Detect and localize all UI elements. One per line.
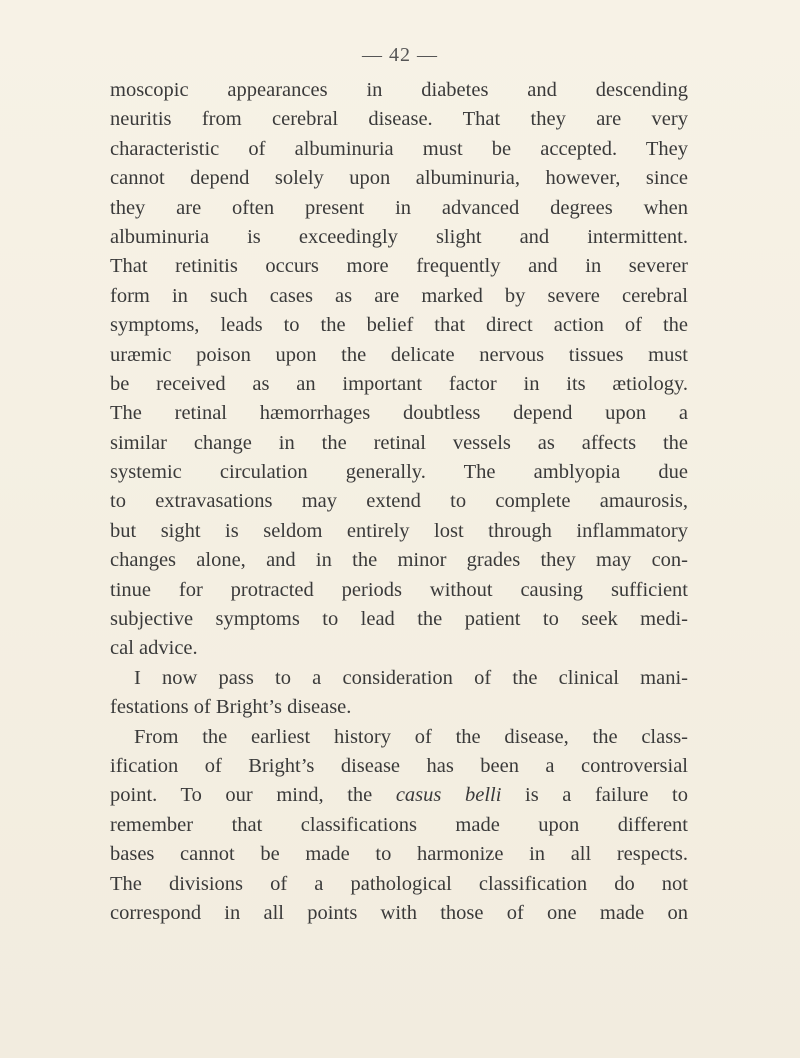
text-line: subjective symptoms to lead the patient to seek medi- — [110, 608, 688, 631]
text-line: That retinitis occurs more frequently and in severer — [110, 255, 688, 278]
text-line: moscopic appearances in diabetes and descending — [110, 79, 688, 101]
body-text — [110, 76, 688, 928]
text-segment: point. To our mind, the — [110, 784, 396, 807]
text-line: be received as an important factor in its ætiology. — [110, 372, 688, 395]
italic-phrase: casus belli — [395, 784, 502, 807]
page-number: — 42 — — [362, 44, 438, 66]
text-line: neuritis from cerebral disease. That they are very — [110, 108, 688, 131]
text-line: changes alone, and in the minor grades they may con- — [110, 549, 688, 572]
text-line: I now pass to a consideration of the clinical mani- — [134, 666, 688, 689]
text-segment: is a failure to — [501, 784, 688, 807]
text-line: The retinal hæmorrhages doubtless depend upon a — [110, 402, 688, 425]
text-line: symptoms, leads to the belief that direct action of the — [110, 314, 688, 337]
text-line: systemic circulation generally. The amblyopia due — [110, 461, 688, 484]
text-line: From the earliest history of the disease, the class- — [134, 725, 688, 748]
text-line: cal advice. — [110, 637, 198, 660]
text-line: similar change in the retinal vessels as affects the — [110, 431, 688, 454]
text-line: form in such cases as are marked by severe cerebral — [110, 284, 688, 307]
text-line-with-italic — [110, 781, 688, 810]
text-line: but sight is seldom entirely lost through inflammatory — [110, 519, 688, 542]
text-line: bases cannot be made to harmonize in all respects. — [110, 843, 688, 866]
text-line: uræmic poison upon the delicate nervous tissues must — [110, 343, 688, 366]
text-line: they are often present in advanced degrees when — [110, 196, 688, 219]
text-line: The divisions of a pathological classification do not — [110, 872, 688, 895]
text-line: characteristic of albuminuria must be accepted. They — [110, 137, 688, 160]
text-line: correspond in all points with those of one made on — [110, 901, 688, 924]
text-line: ification of Bright’s disease has been a controversial — [110, 754, 688, 777]
text-line: festations of Bright’s disease. — [110, 696, 352, 719]
text-line: to extravasations may extend to complete amaurosis, — [110, 490, 688, 513]
text-line: remember that classifications made upon different — [110, 813, 688, 836]
text-line: tinue for protracted periods without causing sufficient — [110, 578, 688, 601]
text-line: albuminuria is exceedingly slight and intermittent. — [110, 225, 688, 248]
text-line: cannot depend solely upon albuminuria, however, since — [110, 167, 688, 190]
